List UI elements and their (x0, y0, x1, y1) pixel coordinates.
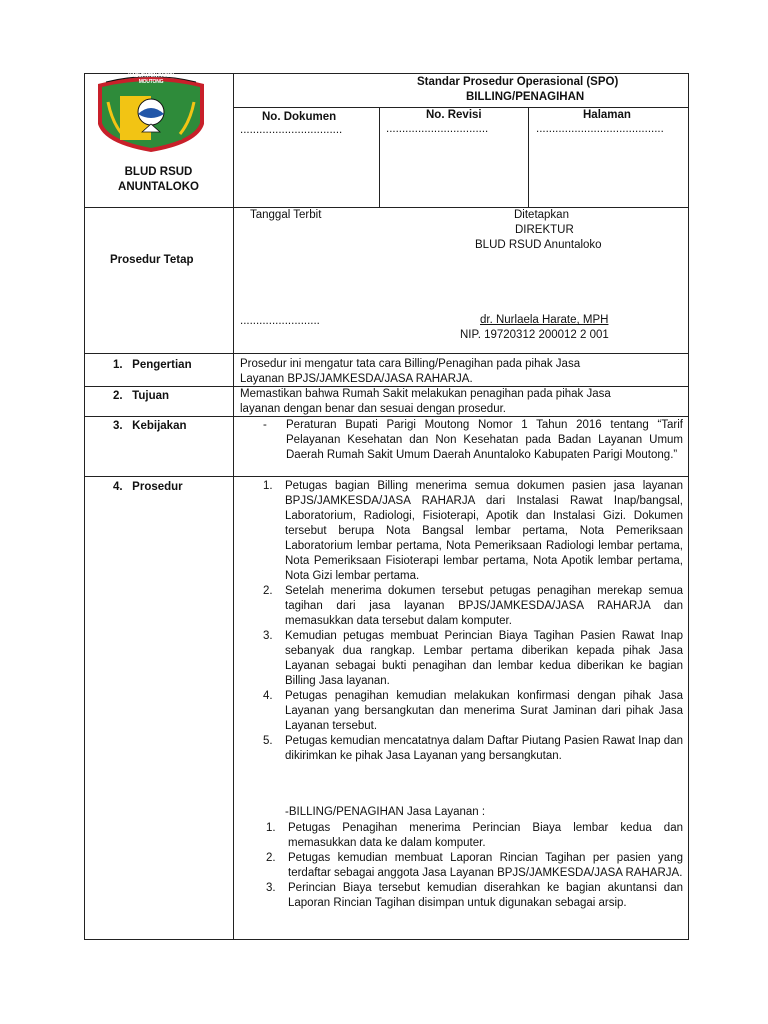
tujuan-line2: layanan dengan benar dan sesuai dengan prosedur. (240, 403, 506, 415)
org-name-line1: BLUD RSUD (124, 166, 193, 178)
table-border-bottom (84, 939, 689, 940)
list-item: 5. Petugas kemudian mencatatnya dalam Daftar Piutang Pasien Rawat Inap dan dikirimkan ke pihak Jasa Layanan yang bersangkutan. (263, 735, 683, 762)
prosedur-steps (263, 479, 683, 764)
kebijakan-text: Peraturan Bupati Parigi Moutong Nomor 1 Tahun 2016 tentang “Tarif Pelayanan Kesehatan dan Non Kesehatan pada Badan Layanan Umum Daerah Rumah Sakit Umum Daerah Anuntaloko Kabupaten Parigi Moutong.” (286, 419, 683, 461)
list-item: 1. Petugas bagian Billing menerima semua dokumen pasien jasa layanan BPJS/JAMKESDA/JASA RAHARJA dari Instalasi Rawat Inap/bangsal, Laboratorium, Radiologi, Fisioterapi, Apotik dan Instalasi Gizi. Dokumen tersebut berupa Nota Bangsal lembar pertama, Nota Pemeriksaan Laboratorium lembar pertama, Nota Pemeriksaan Radiologi lembar pertama, Nota Pemeriksaan Fisioterapi lembar pertama, Nota Apotik lembar pertama, Nota Gizi lembar pertama. (263, 480, 683, 582)
table-border-right (688, 73, 689, 940)
kebijakan-row-divider (84, 476, 689, 477)
table-border-left (84, 73, 85, 940)
logo (88, 72, 214, 154)
instansi-label: BLUD RSUD Anuntaloko (475, 239, 602, 251)
header-row-divider (84, 207, 689, 208)
prosedur-tetap-row-divider (84, 353, 689, 354)
list-item: 4. Petugas penagihan kemudian melakukan konfirmasi dengan pihak Jasa Layanan yang bersangkutan dan menerima Surat Jaminan dari pihak Jasa Layanan tersebut. (263, 690, 683, 732)
tujuan-label: 2. Tujuan (113, 390, 170, 402)
org-name-line2: ANUNTALOKO (118, 181, 199, 193)
pengertian-line2: Layanan BPJS/JAMKESDA/JASA RAHARJA. (240, 373, 473, 385)
tujuan-line1: Memastikan bahwa Rumah Sakit melakukan penagihan pada pihak Jasa (240, 388, 611, 400)
list-item: 3. Perincian Biaya tersebut kemudian diserahkan ke bagian akuntansi dan Laporan Rincian Tagihan disimpan untuk digunakan sebagai arsip. (266, 882, 683, 909)
billing-substeps (266, 821, 683, 911)
no-dokumen-label: No. Dokumen (262, 111, 337, 123)
no-revisi-label: No. Revisi (426, 109, 482, 121)
ditetapkan-label: Ditetapkan (514, 209, 569, 221)
list-item: 2. Setelah menerima dokumen tersebut petugas penagihan merekap semua tagihan dari jasa layanan BPJS/JAMKESDA/JASA RAHARJA dan memasukkan data tersebut dalam komputer. (263, 585, 683, 627)
list-item: 3. Kemudian petugas membuat Perincian Biaya Tagihan Pasien Rawat Inap sebanyak dua rangkap. Lembar pertama diberikan kepada pihak Jasa Layanan sebagai bukti penagihan dan lembar kedua diberikan ke bagian Billing Jasa layanan. (263, 630, 683, 687)
revisi-col-divider (379, 107, 380, 207)
logo-text: KABUPATEN PARIGI MOUTONG (128, 73, 174, 85)
document-title: Standar Prosedur Operasional (SPO) (417, 76, 619, 88)
document-subtitle: BILLING/PENAGIHAN (466, 91, 585, 103)
pengertian-line1: Prosedur ini mengatur tata cara Billing/Penagihan pada pihak Jasa (240, 358, 581, 370)
no-revisi-value: ................................ (386, 123, 489, 135)
halaman-col-divider (528, 107, 529, 207)
signer-nip: NIP. 19720312 200012 2 001 (460, 329, 609, 341)
signer-name: dr. Nurlaela Harate, MPH (480, 314, 609, 326)
list-item: 2. Petugas kemudian membuat Laporan Rincian Tagihan per pasien yang terdaftar sebagai anggota Jasa Layanan BPJS/JAMKESDA/JASA RAHARJA. (266, 852, 683, 879)
list-item: 1. Petugas Penagihan menerima Perincian Biaya lembar kedua dan memasukkan data ke dalam komputer. (266, 822, 683, 849)
kebijakan-dash: - (263, 419, 267, 431)
prosedur-tetap-label: Prosedur Tetap (110, 254, 194, 266)
tanggal-terbit-label: Tanggal Terbit (250, 209, 322, 221)
no-dokumen-value: ................................ (240, 124, 343, 136)
column-divider (233, 73, 234, 940)
direktur-label: DIREKTUR (515, 224, 574, 236)
halaman-label: Halaman (583, 109, 631, 121)
tanggal-terbit-value: ......................... (240, 315, 320, 327)
billing-subheading: -BILLING/PENAGIHAN Jasa Layanan : (285, 806, 486, 818)
pengertian-label: 1. Pengertian (113, 359, 192, 371)
prosedur-label: 4. Prosedur (113, 481, 183, 493)
halaman-value: ........................................ (536, 123, 664, 135)
kebijakan-label: 3. Kebijakan (113, 420, 187, 432)
